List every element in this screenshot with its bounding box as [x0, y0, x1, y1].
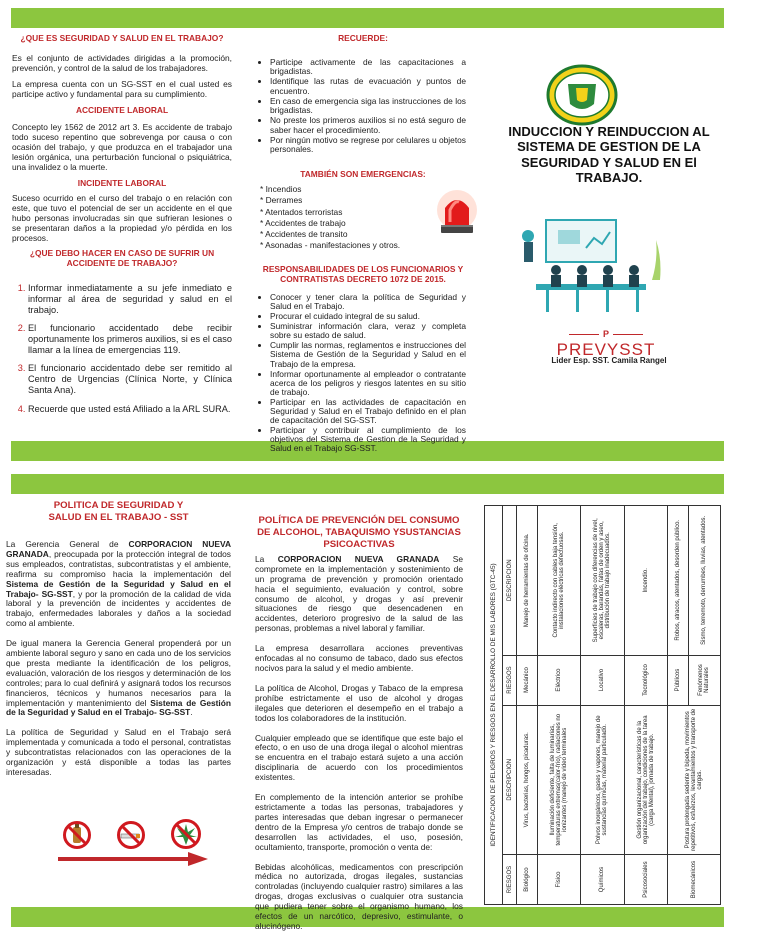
risk-desc-cell: Robos, atracos, atentados, desorden público.: [668, 506, 689, 656]
resp-item: • Informar oportunamente al empleador o contratante acerca de los peligros y riesgos latentes en su sitio de trabajo.: [270, 370, 466, 397]
recuerde-title: RECUERDE:: [338, 33, 388, 43]
q2-title: ¿QUE DEBO HACER EN CASO DE SUFRIR UN ACCIDENTE DE TRABAJO?: [29, 248, 215, 269]
step-1: 1. Informar inmediatamente a su jefe inmediato e informar al área de seguridad y salud en el trabajo.: [28, 283, 232, 316]
header-descripcion-left: DESCRIPCION: [503, 705, 517, 855]
risk-cell: Eléctrico: [537, 655, 580, 705]
incidente-title: INCIDENTE LABORAL: [77, 177, 167, 188]
panel-cover: [496, 34, 722, 434]
resp-item: • Suministrar información clara, veraz y completa sobre su estado de salud.: [270, 322, 466, 340]
brand-name: PREVYSST: [556, 339, 656, 359]
q1-paragraph-1: Es el conjunto de actividades dirigidas a la promoción, prevención, y control de la salud de los trabajadores.: [12, 52, 232, 73]
school-logo-icon: [546, 64, 618, 126]
risk-desc-cell: Sismo, terremoto, derrumbes, lluvias, atentados.: [688, 506, 720, 656]
risk-cell: Públicos: [668, 655, 689, 705]
politica-sst-title: POLITICA DE SEGURIDAD Y SALUD EN EL TRABAJO - SST: [48, 500, 189, 523]
risk-cell: Biomecánicos: [668, 855, 721, 905]
risk-desc-cell: Polvos inorgánicos, gases y vapores, manejo de sustancias químicas, material particulado.: [581, 705, 624, 855]
politica-alcohol-p2: La empresa desarrollara acciones preventivas enfocadas al no consumo de tabaco, dado sus efectos nocivos para la salud y el medio ambiente.: [255, 643, 463, 674]
steps-list: [12, 283, 232, 414]
no-smoking-icon: [116, 820, 146, 850]
risk-table: [484, 505, 721, 905]
accidente-title: ACCIDENTE LABORAL: [75, 104, 169, 115]
emergencia-item: * Derrames: [260, 195, 303, 206]
step-4: 4. Recuerde que usted está Afiliado a la ARL SURA.: [28, 404, 232, 415]
risk-cell: Físico: [537, 855, 580, 905]
q1-title: ¿QUE ES SEGURIDAD Y SALUD EN EL TRABAJO?: [20, 33, 224, 43]
leader-name: Lider Esp. SST. Camila Rangel: [551, 356, 667, 365]
recuerde-item: • Por ningún motivo se regrese por celulares u objetos personales.: [270, 136, 466, 154]
cover-title: INDUCCION Y REINDUCCION AL SISTEMA DE GESTION DE LA SEGURIDAD Y SALUD EN El TRABAJO.: [508, 124, 710, 185]
risk-desc-cell: Manejo de herramientas de oficina.: [517, 506, 538, 656]
panel-politica-sst: [6, 500, 231, 784]
risk-cell: Químicos: [581, 855, 624, 905]
responsabilidades-title: RESPONSABILIDADES DE LOS FUNCIONARIOS Y CONTRATISTAS DECRETO 1072 DE 2015.: [262, 264, 464, 285]
politica-sst-p1: La Gerencia General de CORPORACION NUEVA GRANADA, preocupada por la protección integral de todos sus empleados, contratistas, subcontratistas y el ambiente, reafirma su compromiso hacia la implementación del Sistema de Gestión de la Seguridad y Salud en el Trabajo- SG-SST, y por la promoción de la calidad de vida laboral y la prevención de incidentes y accidentes de trabajo, enfermedades laborales y daños a la sociedad como al ambiente.: [6, 538, 231, 629]
politica-alcohol-p6: Bebidas alcohólicas, medicamentos con prescripción médica no autorizada, drogas ilegales, sustancias controladas (incluyendo cualquier rastro) similares a las drogas, drogas exclusivas o cualquier otra sustancia que pudiera tener sobre el organismo humano, los efectos de un narcótico, depresivo, estimulante, o alucinógeno.: [255, 861, 463, 931]
no-drugs-icon: [170, 818, 202, 850]
resp-item: • Participar y contribuir al cumplimiento de los objetivos del Sistema de Gestion de la Seguridad y Salud en el Trabajo SG-SST.: [270, 426, 466, 453]
incidente-text: Suceso ocurrido en el curso del trabajo o en relación con este, que tuvo el potencial de ser un accidente en el que hubo personas involucradas sin que sufrieran lesiones o se presentaran daños a la propiedad y/o pérdida en los procesos.: [12, 192, 232, 243]
header-riesgos-left: RIESGOS: [503, 855, 517, 905]
no-alcohol-icon: [62, 820, 92, 850]
recuerde-item: • No preste los primeros auxilios si no está seguro de saber hacer el procedimiento.: [270, 116, 466, 134]
risk-cell: Locativo: [581, 655, 624, 705]
top-green-bar: [11, 8, 724, 28]
politica-alcohol-p1: La CORPORACION NUEVA GRANADA Se compromete en la implementación y sostenimiento de un programa de prevención y promoción orientado hacia el seguimiento, evaluación y control, sobre consumo de alcohol, y drogas y así prevenir situaciones de riesgo que desencadenen en accidentes, deterioro progresivo de la salud de las personas, problemas a nivel laboral y familiar.: [255, 553, 463, 634]
table-title: IDENTIFICACION DE PELIGROS Y RIESGOS EN EL DESARROLLO DE MIS LABORES (GTC-45): [485, 506, 503, 905]
resp-item: • Cumplir las normas, reglamentos e instrucciones del Sistema de Gestión de la Seguridad y Salud en el Trabajo de la empresa.: [270, 341, 466, 368]
emergencia-item: * Asonadas - manifestaciones y otros.: [260, 240, 401, 251]
politica-alcohol-p3: La política de Alcohol, Drogas y Tabaco de la empresa prohíbe estrictamente el uso de alcohol y drogas ilegales que deterioren el desempeño en el trabajo a todos los colaboradores de la institución.: [255, 682, 463, 723]
emergencia-item: * Incendios: [260, 184, 302, 195]
risk-desc-cell: Virus, bacterias, hongos, picaduras.: [517, 705, 538, 855]
classroom-illustration: [516, 210, 666, 320]
politica-sst-p3: La política de Seguridad y Salud en el Trabajo será implementada y comunicada a todo el personal, contratistas y subcontratistas relacionados con las operaciones de la organización y está disponible a todas las partes interesadas.: [6, 727, 231, 777]
emergencia-item: * Atentados terroristas: [260, 206, 343, 217]
politica-alcohol-p5: En complemento de la intención anterior se prohíbe estrictamente a todas las personas, trabajadores y partes interesadas que deban ingresar o permanecer dentro de la Empresa y/o centros de trabajo donde se desarrollen las actividades, el uso, posesión, ocultamiento, transporte, promoción o venta de:: [255, 792, 463, 852]
panel-politica-alcohol: [255, 515, 463, 932]
responsabilidades-list: [260, 293, 466, 453]
risk-desc-cell: Incendio.: [624, 506, 667, 656]
risk-cell: Mecánico: [517, 655, 538, 705]
risk-desc-cell: Contacto indirecto con cables baja tensión, instalaciones eléctricas defectuosas.: [537, 506, 580, 656]
panel-recuerde: [260, 34, 466, 454]
risk-table-wrap: [484, 505, 721, 905]
risk-desc-cell: Superficies de trabajo con diferencias de nivel, escaleras, barandas, faltas de orden y aseo, distribución de trabajo inadecuados.: [581, 506, 624, 656]
risk-cell: Psicosociales: [624, 855, 667, 905]
resp-item: • Participar en las actividades de capacitación en Seguridad y Salud en el Trabajo definido en el plan de capacitación del SG-SST.: [270, 398, 466, 425]
step-2: 2. El funcionario accidentado debe recibir oportunamente los primeros auxilios, si es el caso llamar a la línea de emergencias 119.: [28, 323, 232, 356]
resp-item: • Conocer y tener clara la política de Seguridad y Salud en el Trabajo.: [270, 293, 466, 311]
middle-green-bar-2: [11, 474, 724, 494]
emergencia-item: * Accidentes de trabajo: [260, 217, 346, 228]
politica-sst-p2: De igual manera la Gerencia General propenderá por un ambiente laboral seguro y sano en cada uno de los servicios que presta mediante la identificación de los peligros, evaluación, valoración de los riesgos y determinación de los controles; para lo cual definirá y asignará todos los recursos financieros, técnicos y humanos necesarios para la implementación y mantenimiento del Sistema de Gestión de la Seguridad y Salud en el Trabajo- SG-SST.: [6, 638, 231, 718]
alarm-light-icon: [435, 188, 479, 236]
arrow-icon: [58, 852, 208, 866]
resp-item: • Procurar el cuidado integral de su salud.: [270, 312, 466, 321]
q1-paragraph-2: La empresa cuenta con un SG-SST en el cual usted es participe activo y fundamental para su cumplimiento.: [12, 78, 232, 99]
header-riesgos-right: RIESGOS: [503, 655, 517, 705]
recuerde-item: • Identifique las rutas de evacuación y puntos de encuentro.: [270, 77, 466, 95]
politica-alcohol-p4: Cualquier empleado que se identifique que este bajo el efecto, o en uso de una droga ilegal o alcohol mientras se encuentra en el trabajo estará sujeto a una acción disciplinaria de acuerdo con los procedimientos existentes.: [255, 732, 463, 783]
recuerde-item: • En caso de emergencia siga las instrucciones de los brigadistas.: [270, 97, 466, 115]
risk-cell: Tecnológico: [624, 655, 667, 705]
emergencia-item: * Accidentes de transito: [260, 228, 348, 239]
risk-cell: Fenómenos Naturales: [688, 655, 720, 705]
header-descripcion-right: DESCRIPCION: [503, 506, 517, 656]
panel-que-es-sst: [12, 34, 232, 422]
brand-mark: P: [602, 329, 609, 339]
emergencias-title: TAMBIÉN SON EMERGENCIAS:: [300, 169, 426, 180]
risk-desc-cell: Iluminación deficiente, falta de luminarias, temperaturas extremas(calor-frío), radiaciones no ionizantes (manejo de video terminales: [537, 705, 580, 855]
step-3: 3. El funcionario accidentado debe ser remitido al Centro de Urgencias (Clínica Norte, y Clínica Santa Ana).: [28, 363, 232, 396]
risk-cell: Biológico: [517, 855, 538, 905]
politica-alcohol-title: POLÍTICA DE PREVENCIÓN DEL CONSUMO DE ALCOHOL, TABAQUISMO YSUSTANCIAS PSICOACTIVAS: [257, 515, 461, 550]
risk-desc-cell: Postura prolongada sedente y bípeda, movimientos repetitivos, esfuerzos, levantamientos y transporte de cargas.: [668, 705, 721, 855]
risk-desc-cell: Gestión organizacional, características de la organización del trabajo, condiciones de la tarea (carga Mental), jornada de trabajo.: [624, 705, 667, 855]
recuerde-item: • Participe activamente de las capacitaciones a brigadistas.: [270, 58, 466, 76]
recuerde-list: [260, 58, 466, 154]
accidente-text: Concepto ley 1562 de 2012 art 3. Es accidente de trabajo todo suceso repentino que sobrevenga por causa o con ocasión del trabajo, y que produzca en el trabajador una lesión orgánica, una perturbación funcional o psiquiátrica, una invalidez o la muerte.: [12, 122, 232, 173]
